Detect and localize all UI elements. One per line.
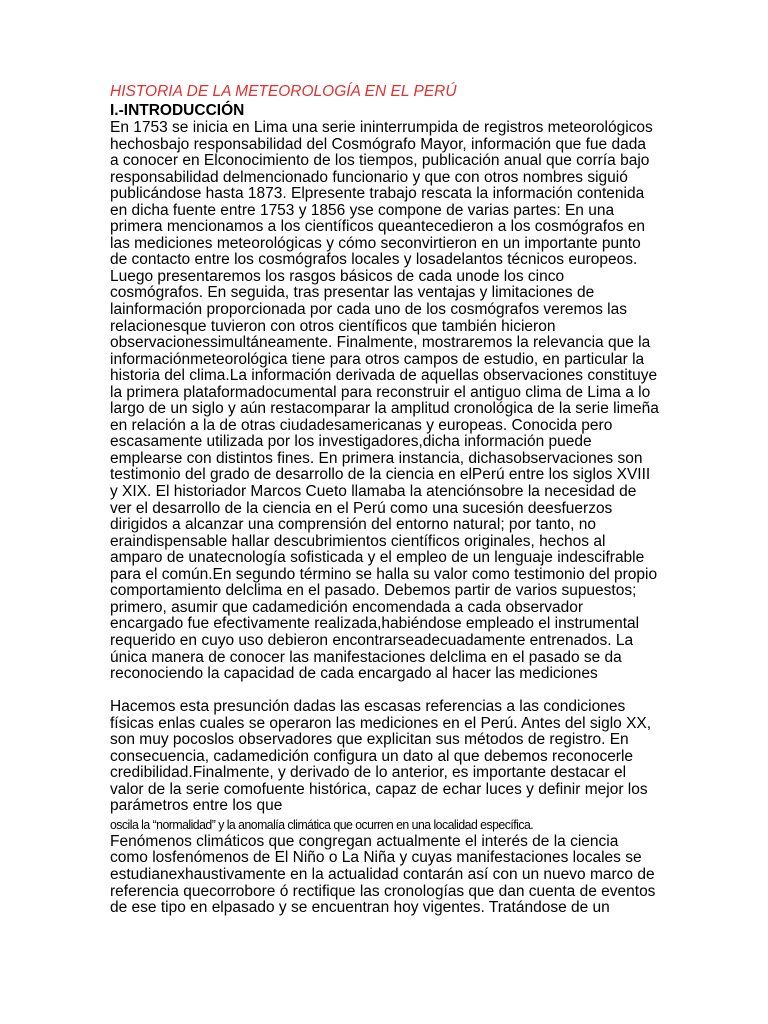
text-line: primero, asumir que cadamedición encomendada a cada observador xyxy=(110,598,584,616)
text-line: comportamiento delclima en el pasado. Debemos partir de varios supuestos; xyxy=(110,582,637,600)
text-line: emplearse con distintos fines. En primera instancia, dichasobservaciones son xyxy=(110,449,643,467)
section-heading: I.-INTRODUCCIÓN xyxy=(110,102,245,119)
text-line: y XIX. El historiador Marcos Cueto llamaba la atenciónsobre la necesidad de xyxy=(110,483,637,501)
paragraph-3 xyxy=(110,834,655,917)
paragraph-2 xyxy=(110,699,655,815)
text-line: como losfenómenos de El Niño o La Niña y cuyas manifestaciones locales se xyxy=(110,849,642,867)
text-line: hechosbajo responsabilidad del Cosmógrafo Mayor, información que fue dada xyxy=(110,135,646,153)
text-line: informaciónmeteorológica tiene para otros campos de estudio, en particular la xyxy=(110,350,645,368)
text-line: en relación a la de otras ciudadesamericanas y europeas. Conocida pero xyxy=(110,416,613,434)
text-line: de ese tipo en elpasado y se encuentran hoy vigentes. Tratándose de un xyxy=(110,899,610,917)
text-line: escasamente utilizada por los investigadores,dicha información puede xyxy=(110,433,592,451)
text-line: son muy pocoslos observadores que explicitan sus métodos de registro. En xyxy=(110,731,629,749)
document-title: HISTORIA DE LA METEOROLOGÍA EN EL PERÚ xyxy=(110,83,457,100)
text-line: referencia quecorrobore ó rectifique las cronologías que dan cuenta de eventos xyxy=(110,882,656,900)
text-line: parámetros entre los que xyxy=(110,797,283,815)
text-line: a conocer en Elconocimiento de los tiempos, publicación anual que corría bajo xyxy=(110,152,650,170)
text-line: relacionesque tuvieron con otros científicos que también hicieron xyxy=(110,317,556,335)
text-line: En 1753 se inicia en Lima una serie ininterrumpida de registros meteorológicos xyxy=(110,119,653,136)
text-line: de contacto entre los cosmógrafos locales y losadelantos técnicos europeos. xyxy=(110,251,638,269)
document-page xyxy=(110,82,659,917)
text-line: largo de un siglo y aún restacomparar la amplitud cronológica de la serie limeña xyxy=(110,400,659,418)
text-line: estudianexhaustivamente en la actualidad contarán así con un nuevo marco de xyxy=(110,866,655,884)
text-line: dirigidos a alcanzar una comprensión del entorno natural; por tanto, no xyxy=(110,516,596,534)
text-line: reconociendo la capacidad de cada encargado al hacer las mediciones xyxy=(110,665,598,683)
text-line: físicas enlas cuales se operaron las mediciones en el Perú. Antes del siglo XX, xyxy=(110,714,652,732)
text-line: lainformación proporcionada por cada uno de los cosmógrafos veremos las xyxy=(110,301,627,319)
text-line: Luego presentaremos los rasgos básicos de cada unode los cinco xyxy=(110,267,565,285)
text-line: primera mencionamos a los científicos queantecedieron a los cosmógrafos en xyxy=(110,218,646,236)
text-line: responsabilidad delmencionado funcionario y que con otros nombres siguió xyxy=(110,168,628,186)
text-line: amparo de unatecnología sofisticada y el empleo de un lenguaje indescifrable xyxy=(110,549,645,567)
narrow-font-line: oscila la “normalidad” y la anomalía climática que ocurren en una localidad específica. xyxy=(110,816,534,832)
paragraph-1 xyxy=(110,119,659,683)
text-line: Fenómenos climáticos que congregan actualmente el interés de la ciencia xyxy=(110,832,619,850)
text-line: ver el desarrollo de la ciencia en el Perú como una sucesión deesfuerzos xyxy=(110,499,613,517)
text-line: para el común.En segundo término se halla su valor como testimonio del propio xyxy=(110,565,658,583)
text-line: testimonio del grado de desarrollo de la ciencia en elPerú entre los siglos XVIII xyxy=(110,466,651,484)
text-line: eraindispensable hallar descubrimientos científicos originales, hechos al xyxy=(110,532,606,550)
text-line: encargado fue efectivamente realizada,habiéndose empleado el instrumental xyxy=(110,615,640,633)
text-line: cosmógrafos. En seguida, tras presentar las ventajas y limitaciones de xyxy=(110,284,595,302)
text-line: Hacemos esta presunción dadas las escasas referencias a las condiciones xyxy=(110,698,626,716)
text-line: las mediciones meteorológicas y cómo seconvirtieron en un importante punto xyxy=(110,234,641,252)
text-line: credibilidad.Finalmente, y derivado de lo anterior, es importante destacar el xyxy=(110,764,627,782)
text-line: la primera plataformadocumental para reconstruir el antiguo clima de Lima a lo xyxy=(110,383,651,401)
text-line: única manera de conocer las manifestaciones delclima en el pasado se da xyxy=(110,648,622,666)
paragraph-gap xyxy=(110,683,655,700)
text-line: valor de la serie comofuente histórica, capaz de echar luces y definir mejor los xyxy=(110,780,648,798)
text-line: consecuencia, cadamedición configura un dato al que debemos reconocerle xyxy=(110,747,634,765)
text-line: publicándose hasta 1873. Elpresente trabajo rescata la información contenida xyxy=(110,185,645,203)
text-line: requerido en cuyo uso debieron encontrarseadecuadamente entrenados. La xyxy=(110,631,634,649)
text-line: en dicha fuente entre 1753 y 1856 yse compone de varias partes: En una xyxy=(110,201,615,219)
text-line: historia del clima.La información derivada de aquellas observaciones constituye xyxy=(110,367,658,385)
text-line: observacionessimultáneamente. Finalmente, mostraremos la relevancia que la xyxy=(110,334,651,352)
